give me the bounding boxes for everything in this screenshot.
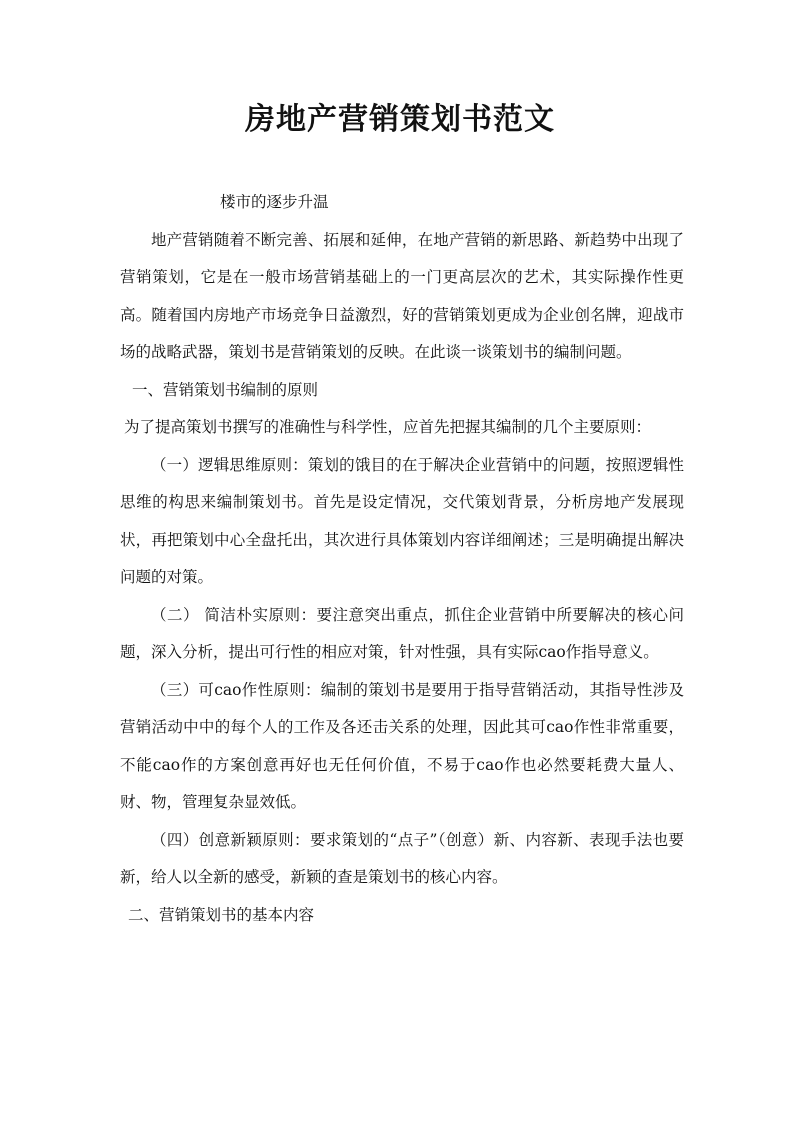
intro-paragraph: 地产营销随着不断完善、拓展和延伸，在地产营销的新思路、新趋势中出现了营销策划，它是在一般市场营销基础上的一门更高层次的艺术，其实际操作性更高。随着国内房地产市场竞争日益激烈，好的营销策划更成为企业创名牌，迎战市场的战略武器，策划书是营销策划的反映。在此谈一谈策划书的编制问题。 [120,230,684,361]
principles-intro: 为了提高策划书撰写的准确性与科学性，应首先把握其编制的几个主要原则： [124,418,652,436]
document-body [120,184,684,934]
principle-operability: （三）可cao作性原则：编制的策划书是要用于指导营销活动，其指导性涉及营销活动中中的每个人的工作及各还击关系的处理，因此其可cao作性非常重要，不能cao作的方案创意再好也无任何价值，不易于cao作也必然要耗费大量人、财、物，管理复杂显效低。 [120,680,684,811]
principle-simplicity: （二） 简洁朴实原则：要注意突出重点，抓住企业营销中所要解决的核心问题，深入分析，提出可行性的相应对策，针对性强，具有实际cao作指导意义。 [120,605,684,661]
subtitle: 楼市的逐步升温 [220,193,329,211]
section-heading-1: 一、营销策划书编制的原则 [132,380,319,399]
section-heading-2: 二、营销策划书的基本内容 [128,905,315,924]
principle-logic: （一）逻辑思维原则：策划的饿目的在于解决企业营销中的问题，按照逻辑性思维的构思来编制策划书。首先是设定情况，交代策划背景，分析房地产发展现状，再把策划中心全盘托出，其次进行具体策划内容详细阐述；三是明确提出解决问题的对策。 [120,455,684,586]
document-title: 房地产营销策划书范文 [245,102,555,137]
principle-novelty: （四）创意新颖原则：要求策划的“点子”（创意）新、内容新、表现手法也要新，给人以全新的感受，新颖的查是策划书的核心内容。 [120,830,684,886]
